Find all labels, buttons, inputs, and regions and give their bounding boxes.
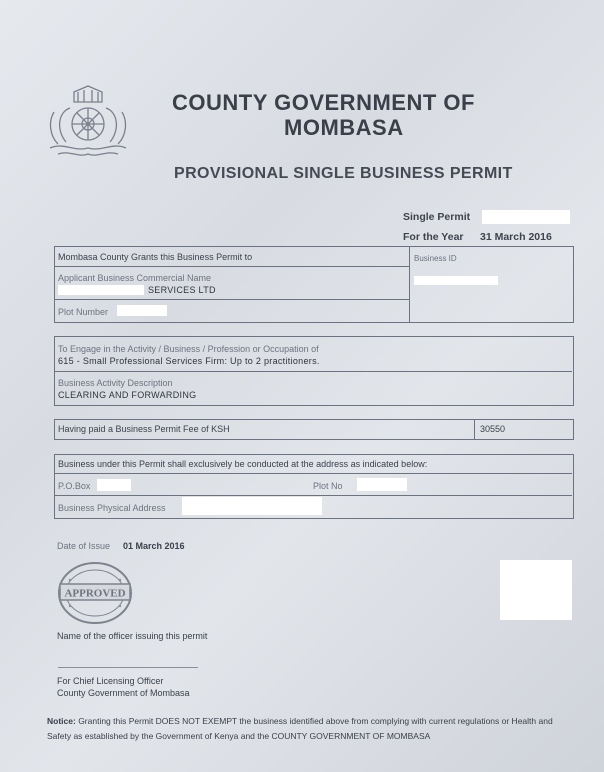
document-title-line2: MOMBASA — [284, 115, 404, 140]
plot-no-label: Plot No — [313, 481, 343, 491]
date-of-issue-value: 01 March 2016 — [123, 541, 185, 551]
physical-address-redaction — [182, 497, 322, 515]
for-the-year-value: 31 March 2016 — [480, 231, 552, 243]
plot-number-redaction — [117, 305, 167, 316]
signature-line — [58, 667, 198, 668]
stamp-text: APPROVED — [64, 587, 126, 600]
single-permit-label: Single Permit — [403, 211, 471, 223]
county-coat-of-arms-icon — [44, 82, 132, 164]
signatory-line2: County Government of Mombasa — [57, 688, 190, 698]
fee-label: Having paid a Business Permit Fee of KSH — [58, 424, 230, 434]
officer-name-label: Name of the officer issuing this permit — [57, 631, 208, 641]
divider — [409, 246, 410, 322]
activity-description-value: CLEARING AND FORWARDING — [58, 390, 197, 400]
divider — [54, 371, 572, 372]
divider — [54, 495, 572, 496]
single-permit-redaction — [482, 210, 570, 224]
po-box-label: P.O.Box — [58, 481, 91, 491]
applicant-name-redaction — [58, 285, 144, 295]
for-the-year-label: For the Year — [403, 231, 464, 243]
plot-no-redaction — [357, 478, 407, 491]
grants-text: Mombasa County Grants this Business Permit to — [58, 252, 253, 262]
business-id-redaction — [414, 276, 498, 285]
engage-label: To Engage in the Activity / Business / Profession or Occupation of — [58, 344, 319, 354]
business-id-label: Business ID — [414, 254, 457, 263]
notice-text: Granting this Permit DOES NOT EXEMPT the business identified above from complying with current regulations or Health and Safety as established by the Government of Kenya and the COUNTY GOVERNMENT OF MOMBASA — [47, 716, 553, 741]
activity-description-label: Business Activity Description — [58, 378, 173, 388]
physical-address-label: Business Physical Address — [58, 503, 166, 513]
divider — [54, 299, 410, 300]
approved-stamp-icon — [56, 560, 134, 626]
fee-value: 30550 — [480, 424, 506, 434]
notice-label: Notice: — [47, 716, 76, 726]
applicant-name-label: Applicant Business Commercial Name — [58, 273, 212, 283]
engage-value: 615 - Small Professional Services Firm: Up to 2 practitioners. — [58, 356, 320, 366]
document-subtitle: PROVISIONAL SINGLE BUSINESS PERMIT — [174, 165, 513, 182]
po-box-redaction — [97, 479, 131, 491]
signatory-line1: For Chief Licensing Officer — [57, 676, 164, 686]
divider — [54, 473, 572, 474]
signature-redaction — [500, 560, 572, 620]
notice-paragraph — [47, 714, 577, 744]
plot-number-label: Plot Number — [58, 307, 109, 317]
date-of-issue-label: Date of Issue — [57, 541, 111, 551]
document-title-line1: COUNTY GOVERNMENT OF — [172, 90, 475, 115]
divider — [474, 419, 475, 439]
applicant-name-value: SERVICES LTD — [148, 285, 216, 295]
address-header-text: Business under this Permit shall exclusively be conducted at the address as indicated below: — [58, 459, 428, 469]
divider — [54, 266, 410, 267]
